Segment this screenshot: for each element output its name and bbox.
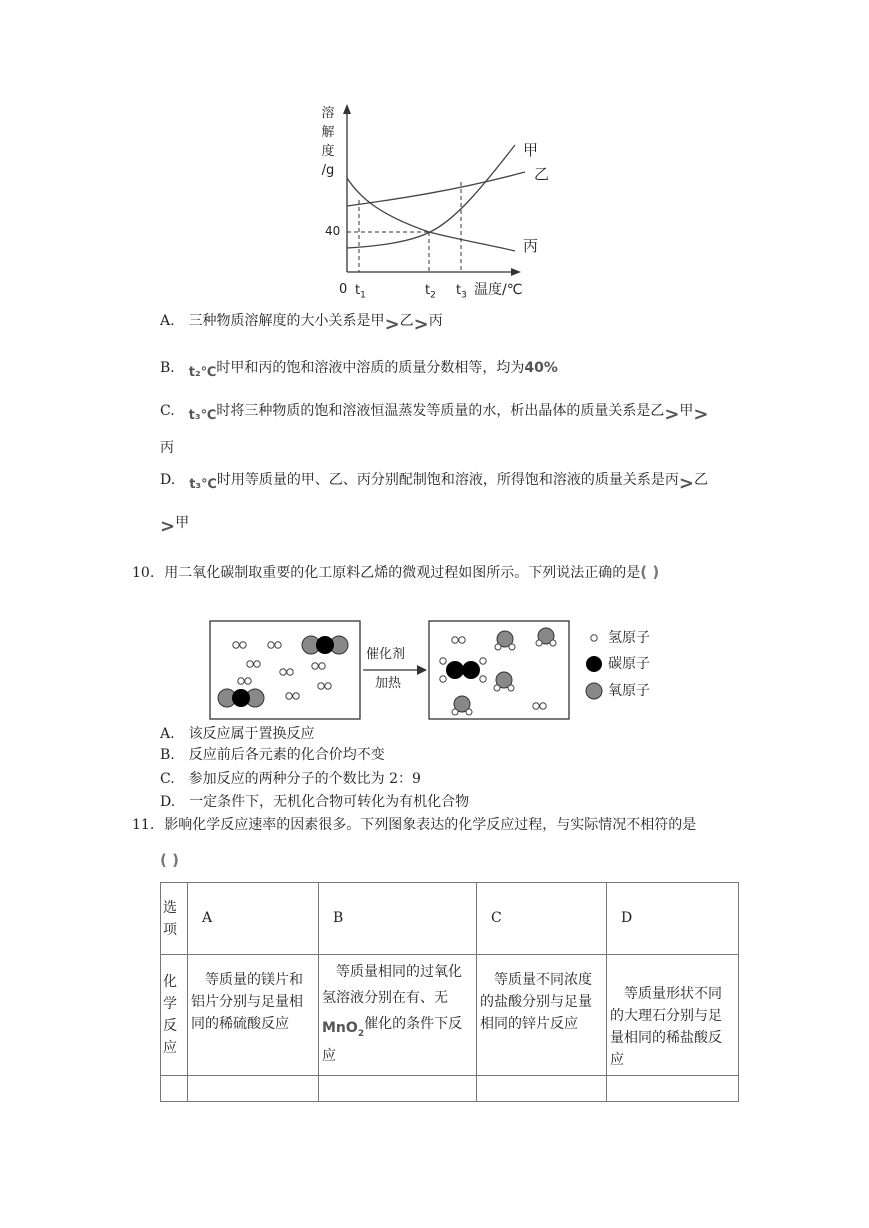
empty-cell [477,1076,607,1102]
legend-hydrogen-label: 氢原子 [608,630,650,646]
q9-option-d-tail [160,512,190,537]
arrow-label-catalyst: 催化剂 [366,647,406,662]
y-axis-label [318,104,338,180]
y-axis-arrow [343,104,351,114]
table-row-reaction [161,955,739,1076]
tick-t2-t: t [425,283,431,298]
solubility-chart-svg [300,100,560,305]
option-letter: D. [160,472,176,488]
q9-option-b [160,358,558,379]
tick-t1-sub: 1 [360,290,366,301]
answer-paren: ( ) [160,851,179,869]
series-label-bing: 丙 [523,237,539,255]
tick-t3 [456,281,467,306]
cell-b-text-tail: 催化的条件下反应 [322,1016,463,1064]
header-c: C [491,910,502,926]
table-header-row [161,883,739,955]
option-a-mid: 乙 [399,313,414,329]
h2o-molecule [536,628,556,646]
empty-cell [161,1076,188,1102]
question-number: 10. [132,565,155,581]
option-d-text: 时用等质量的甲、乙、丙分别配制饱和溶液，所得饱和溶液的质量关系是丙 [216,472,679,488]
q11-stem [132,815,696,835]
q10-option-d [160,792,469,812]
gt-symbol: > [384,314,400,335]
option-c-mid: 甲 [679,403,694,419]
temp-symbol: t₃℃ [188,408,217,423]
tick-t3-sub: 3 [461,290,467,301]
header-label-char: 选 [163,899,177,916]
arrow-label-heat: 加热 [375,676,402,691]
q10-option-c [160,769,421,789]
header-cell-d [607,883,739,955]
q10-option-a [160,724,315,744]
gt-symbol: > [160,516,176,537]
x-axis-label: 温度/℃ [474,282,523,298]
gt-symbol: > [678,473,694,494]
percent-value: 40% [524,360,558,376]
cell-d [607,955,739,1076]
temp-symbol: t₂℃ [188,365,217,380]
header-cell-c [477,883,607,955]
empty-cell [607,1076,739,1102]
cell-c [477,955,607,1076]
option-a-post: 丙 [428,313,443,329]
series-label-yi: 乙 [534,165,550,183]
q11-stem-text: 影响化学反应速率的因素很多。下列图象表达的化学反应过程，与实际情况不相符的是 [164,817,697,833]
temp-symbol: t₃℃ [189,477,217,492]
empty-cell [319,1076,477,1102]
tick-t2-sub: 2 [430,290,436,301]
y-label-char: 度 [321,144,335,159]
q11-options-table [160,882,739,1102]
option-c-text: 时将三种物质的饱和溶液恒温蒸发等质量的水，析出晶体的质量关系是乙 [216,403,665,419]
legend-carbon-icon [586,656,602,672]
mno2-formula [322,1020,365,1039]
h2o-molecule [452,696,472,715]
gt-symbol: > [413,314,429,335]
question-number: 11. [132,817,155,833]
header-b: B [333,910,344,926]
x-axis-arrow [511,268,521,276]
cell-d-text: 等质量形状不同的大理石分别与足量相同的稀盐酸反应 [610,986,722,1068]
option-letter: B. [160,360,175,376]
origin-label: 0 [339,282,348,297]
q9-option-d [160,469,708,494]
row-label-char: 应 [163,1040,177,1056]
series-label-jia: 甲 [523,141,539,159]
row-label-char: 反 [163,1018,177,1034]
header-d: D [621,910,633,926]
legend-oxygen-icon [586,683,602,699]
cell-c-text: 等质量不同浓度的盐酸分别与足量相同的锌片反应 [480,972,592,1032]
solubility-chart [300,100,560,305]
reaction-arrow-head [417,665,427,675]
option-text: 该反应属于置换反应 [188,726,315,742]
reaction-diagram [205,618,685,723]
mno2-symbol: MnO [322,1020,358,1036]
tick-t1-t: t [355,283,361,298]
q9-option-c [160,400,709,425]
q9-option-c-tail: 丙 [160,440,174,456]
h2o-molecule [495,631,515,650]
row-label-char: 学 [163,996,177,1012]
header-label-char: 项 [163,921,177,938]
option-a-text: 三种物质溶解度的大小关系是甲 [188,313,385,329]
gt-symbol: > [693,404,709,425]
co2-molecule [302,636,348,654]
option-letter: C. [160,403,175,419]
table-row-graph [161,1076,739,1102]
header-cell-a [188,883,319,955]
option-text: 一定条件下，无机化合物可转化为有机化合物 [189,794,470,810]
option-letter: D. [160,794,176,810]
co2-molecule [218,689,264,707]
cell-a-text: 等质量的镁片和铝片分别与足量相同的稀硫酸反应 [191,972,303,1032]
cell-b [319,955,477,1076]
cell-a [188,955,319,1076]
header-label-cell [161,883,188,955]
tick-t1 [355,281,366,306]
y-tick-40: 40 [325,224,341,238]
q10-stem [132,562,659,583]
q10-stem-text: 用二氧化碳制取重要的化工原料乙烯的微观过程如图所示。下列说法正确的是 [164,565,641,581]
y-label-char: 解 [321,125,335,140]
row-label-char: 化 [163,974,177,990]
gt-symbol: > [664,404,680,425]
tick-t2 [425,281,436,306]
option-text: 参加反应的两种分子的个数比为 2：9 [188,771,421,787]
curve-yi [347,172,525,206]
h2o-molecule [494,672,514,691]
ethylene-molecule [440,658,486,682]
q9-option-a [160,310,443,335]
option-letter: A. [160,313,175,329]
option-letter: A. [160,726,175,742]
mno2-subscript: 2 [357,1028,365,1039]
legend-hydrogen-icon [591,635,597,641]
option-text: 反应前后各元素的化合价均不变 [188,747,385,763]
legend-oxygen-label: 氧原子 [608,683,650,699]
row-label-cell [161,955,188,1076]
curve-bing [347,178,515,251]
option-letter: B. [160,747,175,763]
legend-carbon-label: 碳原子 [608,656,650,672]
empty-cell [188,1076,319,1102]
header-cell-b [319,883,477,955]
y-label-char: /g [321,163,335,178]
y-label-char: 溶 [321,106,335,121]
cell-b-text: 等质量相同的过氧化氢溶液分别在有、无 [322,964,462,1006]
tick-t3-t: t [456,283,462,298]
option-d-mid: 乙 [693,472,708,488]
option-b-text: 时甲和丙的饱和溶液中溶质的质量分数相等，均为 [216,360,525,376]
option-d-tail: 甲 [175,515,190,531]
q10-option-b [160,745,385,765]
answer-paren: ( ) [640,563,660,581]
option-letter: C. [160,771,175,787]
header-a: A [202,910,213,926]
